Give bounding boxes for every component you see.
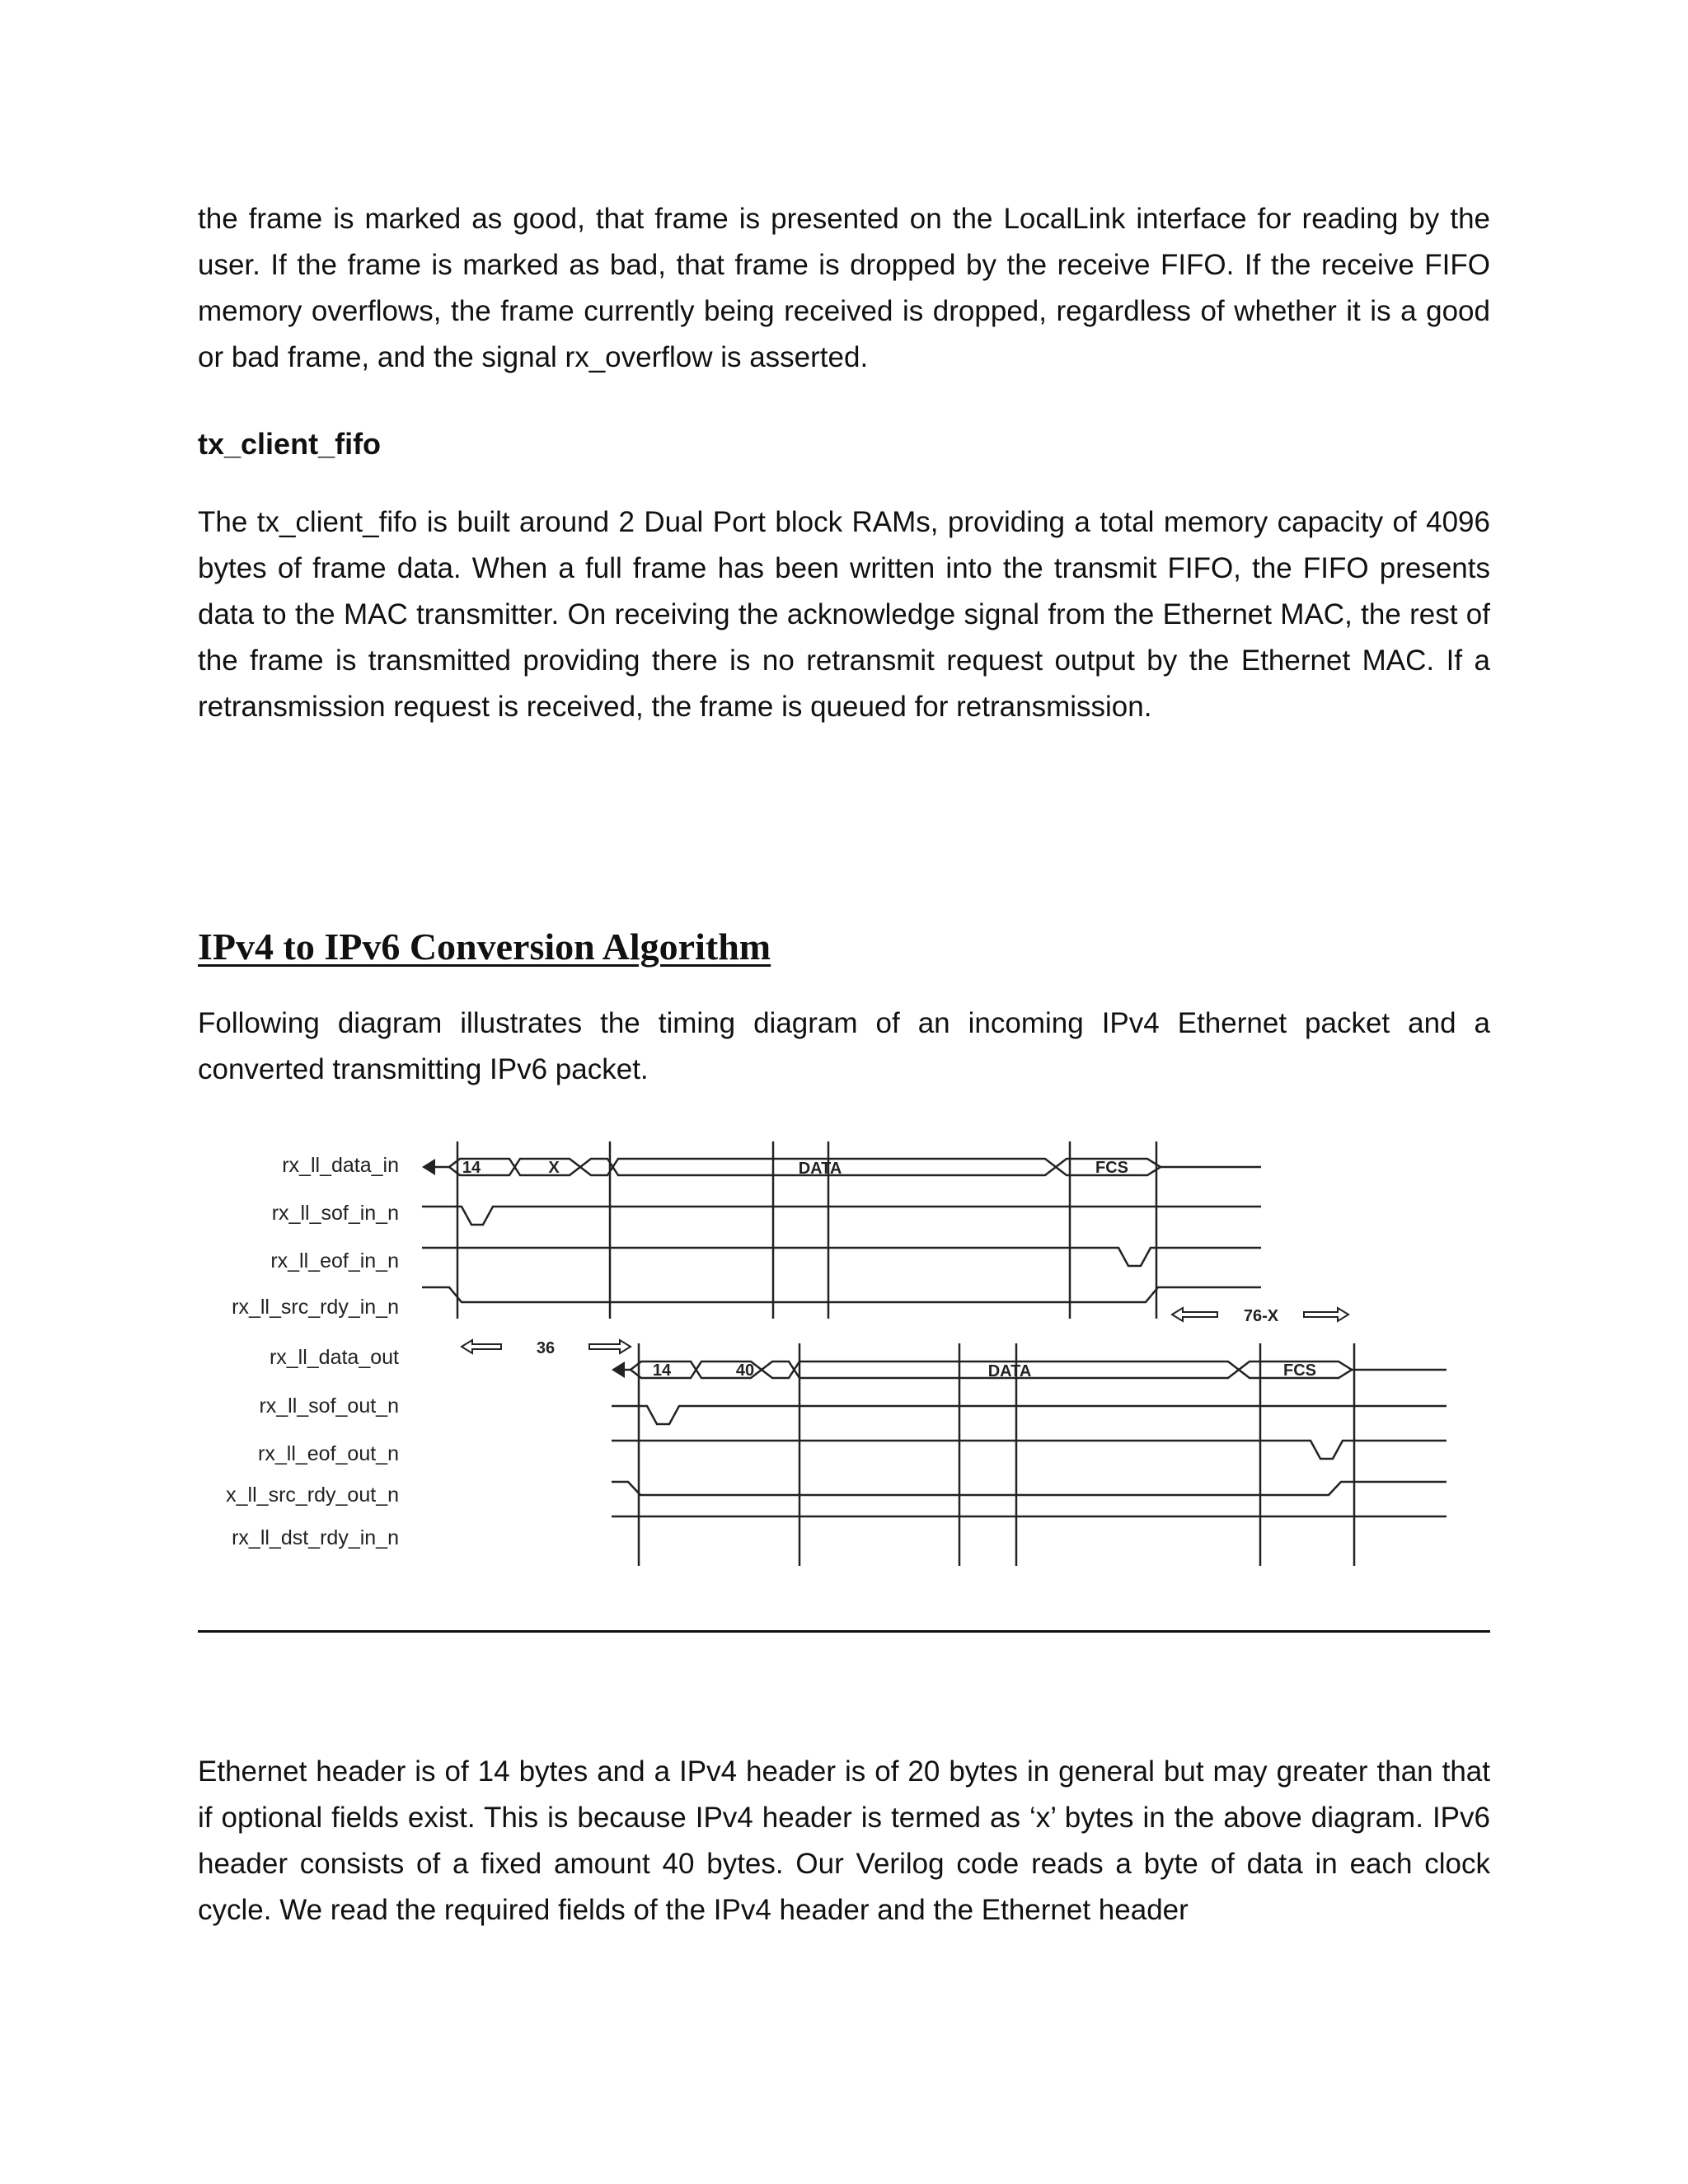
wave-x-ll-src-rdy-out-n	[612, 1482, 1447, 1495]
annotation-36: 36	[536, 1339, 556, 1357]
paragraph-header-sizes: Ethernet header is of 14 bytes and a IPv4 header is of 20 bytes in general but may greater than that if optional fields exist. This is because IPv4 header is termed as ‘x’ bytes in the above diagram. IPv6 header consists of a fixed amount 40 bytes. Our Verilog code reads a byte of data in each clock cycle. We read the required fields of the IPv4 header and the Ethernet header	[198, 1755, 1490, 1926]
bus-in-label-data: DATA	[798, 1160, 842, 1178]
paragraph-tx-client-fifo: The tx_client_fifo is built around 2 Dual Port block RAMs, providing a total memory capacity of 4096 bytes of frame data. When a full frame has been written into the transmit FIFO, the FIFO presents data to the MAC transmitter. On receiving the acknowledge signal from the Ethernet MAC, the rest of the frame is transmitted providing there is no retransmit request output by the Ethernet MAC. If a retransmission request is received, the frame is queued for retransmission.	[198, 506, 1490, 723]
wave-rx-ll-sof-in-n	[422, 1207, 1261, 1225]
paragraph-diagram-intro: Following diagram illustrates the timing diagram of an incoming IPv4 Ethernet packet and a converted transmitting IPv6 packet.	[198, 1007, 1490, 1085]
bus-out-label-14: 14	[652, 1361, 672, 1380]
wave-rx-ll-eof-out-n	[612, 1441, 1447, 1459]
wave-rx-ll-eof-in-n	[422, 1248, 1261, 1266]
arrow-36-right-icon	[589, 1340, 631, 1353]
signal-label-rx-ll-data-out: rx_ll_data_out	[269, 1346, 399, 1369]
bus-out-label-fcs: FCS	[1283, 1361, 1316, 1380]
section-heading-tx-client-fifo: tx_client_fifo	[198, 427, 382, 461]
signal-label-rx-ll-src-rdy-in-n: rx_ll_src_rdy_in_n	[232, 1296, 399, 1319]
arrow-76x-right-icon	[1304, 1308, 1348, 1321]
timing-diagram	[0, 1137, 1688, 1582]
section-heading-conversion-algorithm: IPv4 to IPv6 Conversion Algorithm	[198, 926, 771, 968]
paragraph-rx-fifo: the frame is marked as good, that frame is presented on the LocalLink interface for reading by the user. If the frame is marked as bad, that frame is dropped by the receive FIFO. If the receive FIFO memory overflows, the frame currently being received is dropped, regardless of whether it is a good or bad frame, and the signal rx_overflow is asserted.	[198, 203, 1490, 373]
wave-rx-ll-src-rdy-in-n	[422, 1287, 1261, 1302]
bus-in-label-x: X	[548, 1159, 560, 1177]
bus-out-label-40: 40	[735, 1361, 755, 1380]
bus-in-label-fcs: FCS	[1095, 1159, 1128, 1177]
signal-label-rx-ll-eof-in-n: rx_ll_eof_in_n	[270, 1249, 399, 1272]
wave-rx-ll-sof-out-n	[612, 1406, 1447, 1424]
signal-label-rx-ll-data-in: rx_ll_data_in	[282, 1154, 399, 1177]
horizontal-rule	[198, 1630, 1490, 1633]
signal-label-rx-ll-sof-out-n: rx_ll_sof_out_n	[259, 1394, 399, 1418]
bus-out-label-data: DATA	[987, 1362, 1032, 1380]
arrow-76x-left-icon	[1172, 1308, 1217, 1321]
annotation-76-x: 76-X	[1243, 1307, 1279, 1325]
timing-grid-lines	[457, 1141, 1354, 1566]
bus-in-label-14: 14	[462, 1159, 481, 1177]
arrow-36-left-icon	[462, 1340, 501, 1353]
signal-label-x-ll-src-rdy-out-n: x_ll_src_rdy_out_n	[226, 1483, 399, 1507]
signal-label-rx-ll-sof-in-n: rx_ll_sof_in_n	[271, 1202, 399, 1225]
signal-label-rx-ll-eof-out-n: rx_ll_eof_out_n	[258, 1442, 399, 1465]
signal-label-rx-ll-dst-rdy-in-n: rx_ll_dst_rdy_in_n	[232, 1526, 399, 1549]
